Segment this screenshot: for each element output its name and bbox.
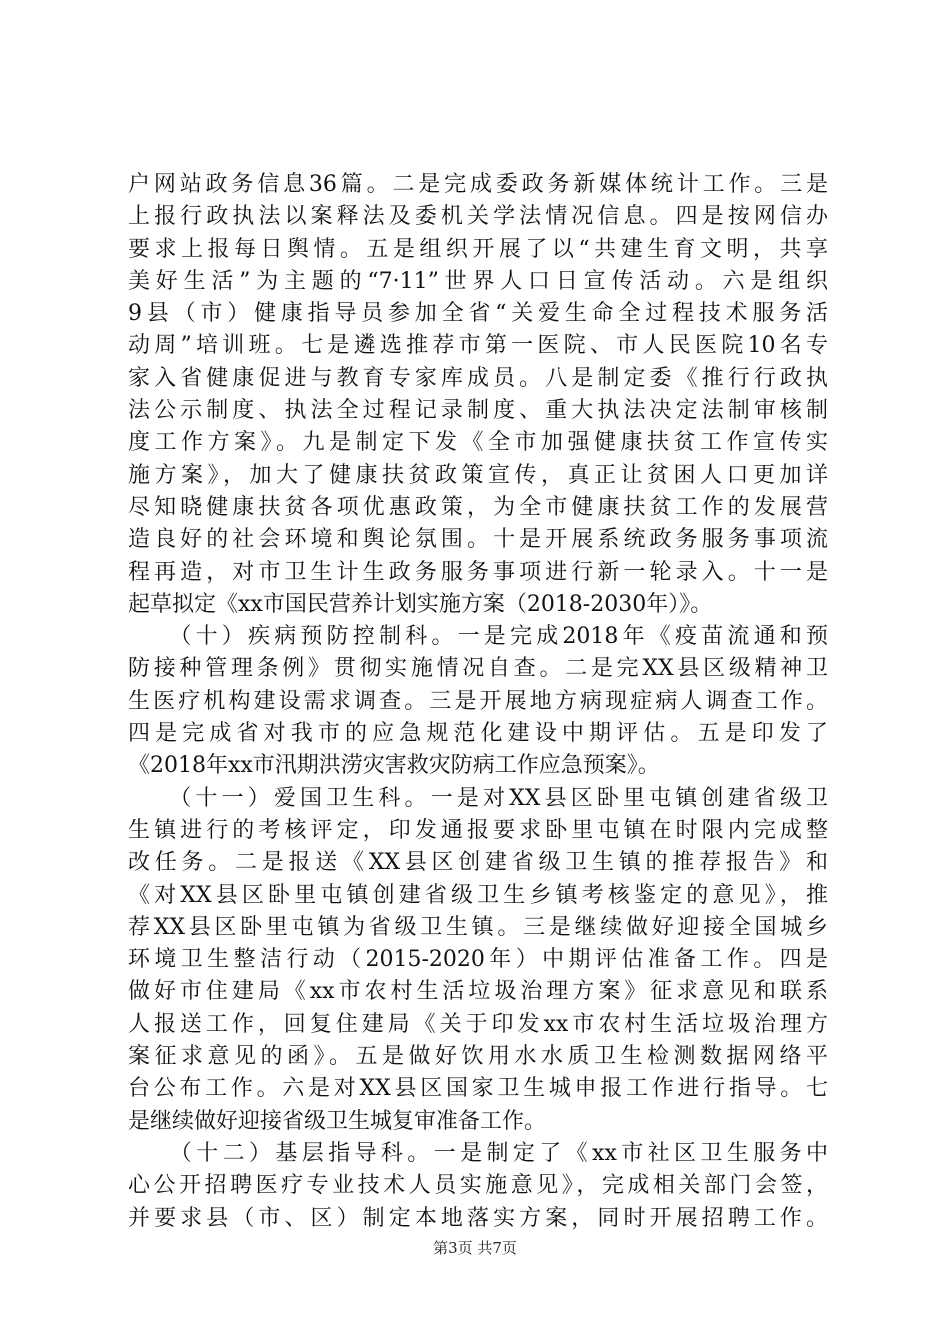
text-line: 度工作方案》。九是制定下发《全市加强健康扶贫工作宣传实 (128, 430, 828, 456)
text-line: 美好生活”为主题的“7·11”世界人口日宣传活动。六是组织 (128, 268, 828, 294)
text-line: 《2018年xx市汛期洪涝灾害救灾防病工作应急预案》。 (128, 753, 660, 779)
text-line: 四是完成省对我市的应急规范化建设中期评估。五是印发了 (128, 721, 828, 747)
text-line: 9县（市）健康指导员参加全省“关爱生命全过程技术服务活 (128, 301, 828, 327)
document-body (128, 169, 828, 1235)
text-line: 动周”培训班。七是遴选推荐市第一医院、市人民医院10名专 (128, 333, 828, 359)
text-line: 上报行政执法以案释法及委机关学法情况信息。四是按网信办 (128, 204, 828, 230)
text-line: 案征求意见的函》。五是做好饮用水水质卫生检测数据网络平 (128, 1044, 828, 1070)
text-line: 施方案》，加大了健康扶贫政策宣传，真正让贫困人口更加详 (128, 462, 828, 488)
text-line: 要求上报每日舆情。五是组织开展了以“共建生育文明，共享 (128, 236, 828, 262)
text-line: 起草拟定《xx市国民营养计划实施方案（2018-2030年）》。 (128, 591, 713, 617)
text-line: （十一）爱国卫生科。一是对XX县区卧里屯镇创建省级卫 (128, 785, 828, 811)
text-line: 环境卫生整洁行动（2015-2020年）中期评估准备工作。四是 (128, 947, 828, 973)
text-line: 造良好的社会环境和舆论氛围。十是开展系统政务服务事项流 (128, 527, 828, 553)
text-line: 户网站政务信息36篇。二是完成委政务新媒体统计工作。三是 (128, 172, 828, 197)
text-line: 做好市住建局《xx市农村生活垃圾治理方案》征求意见和联系 (128, 979, 828, 1005)
text-line: 法公示制度、执法全过程记录制度、重大执法决定法制审核制 (128, 398, 828, 424)
text-line: 尽知晓健康扶贫各项优惠政策，为全市健康扶贫工作的发展营 (128, 494, 828, 520)
text-line: 心公开招聘医疗专业技术人员实施意见》，完成相关部门会签， (128, 1173, 828, 1199)
page-footer: 第3页 共7页 (433, 1239, 517, 1257)
text-line: 是继续做好迎接省级卫生城复审准备工作。 (128, 1108, 547, 1134)
text-line: 程再造，对市卫生计生政务服务事项进行新一轮录入。十一是 (128, 559, 828, 585)
text-line: （十二）基层指导科。一是制定了《xx市社区卫生服务中 (128, 1140, 828, 1166)
text-line: 人报送工作，回复住建局《关于印发xx市农村生活垃圾治理方 (128, 1011, 828, 1037)
text-line: 防接种管理条例》贯彻实施情况自查。二是完XX县区级精神卫 (128, 656, 828, 682)
text-line: （十）疾病预防控制科。一是完成2018年《疫苗流通和预 (128, 624, 828, 650)
text-line: 生镇进行的考核评定，印发通报要求卧里屯镇在时限内完成整 (128, 817, 828, 843)
text-line: 生医疗机构建设需求调查。三是开展地方病现症病人调查工作。 (128, 688, 828, 714)
text-line: 荐XX县区卧里屯镇为省级卫生镇。三是继续做好迎接全国城乡 (128, 914, 828, 940)
text-line: 家入省健康促进与教育专家库成员。八是制定委《推行行政执 (128, 365, 828, 391)
text-line: 台公布工作。六是对XX县区国家卫生城申报工作进行指导。七 (128, 1076, 828, 1102)
text-line: 改任务。二是报送《XX县区创建省级卫生镇的推荐报告》和 (128, 850, 828, 876)
text-line: 并要求县（市、区）制定本地落实方案，同时开展招聘工作。 (128, 1205, 828, 1231)
text-line: 《对XX县区卧里屯镇创建省级卫生乡镇考核鉴定的意见》，推 (128, 882, 828, 908)
